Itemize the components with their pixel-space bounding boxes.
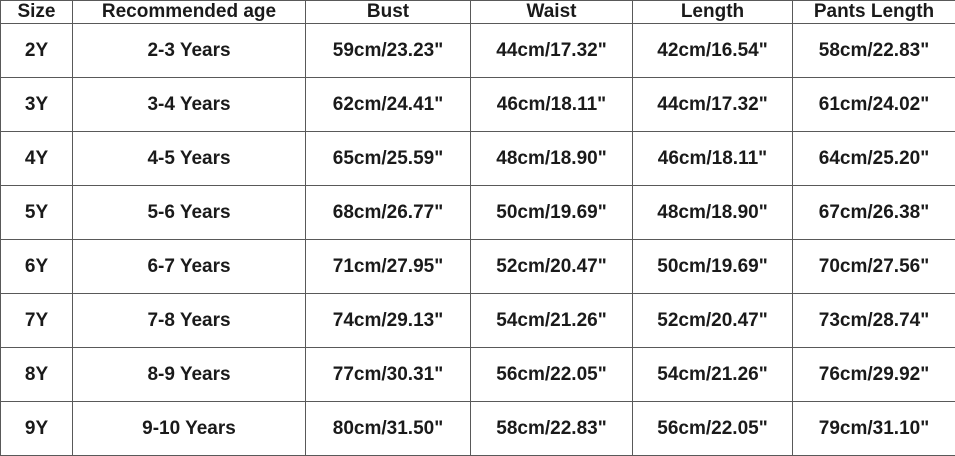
cell-size: 8Y xyxy=(1,348,73,402)
cell-size: 3Y xyxy=(1,78,73,132)
cell-age: 5-6 Years xyxy=(73,186,306,240)
cell-waist: 48cm/18.90" xyxy=(471,132,633,186)
table-row xyxy=(1,294,955,348)
cell-waist: 46cm/18.11" xyxy=(471,78,633,132)
cell-bust: 59cm/23.23" xyxy=(306,24,471,78)
column-header-age: Recommended age xyxy=(73,1,306,24)
cell-age: 4-5 Years xyxy=(73,132,306,186)
cell-size: 5Y xyxy=(1,186,73,240)
cell-length: 46cm/18.11" xyxy=(633,132,793,186)
column-header-bust: Bust xyxy=(306,1,471,24)
table-row xyxy=(1,132,955,186)
cell-pants-length: 70cm/27.56" xyxy=(793,240,955,294)
cell-age: 7-8 Years xyxy=(73,294,306,348)
column-header-length: Length xyxy=(633,1,793,24)
column-header-size: Size xyxy=(1,1,73,24)
cell-length: 54cm/21.26" xyxy=(633,348,793,402)
table-header xyxy=(1,1,955,24)
table-row xyxy=(1,24,955,78)
cell-size: 2Y xyxy=(1,24,73,78)
cell-bust: 68cm/26.77" xyxy=(306,186,471,240)
cell-size: 4Y xyxy=(1,132,73,186)
table-row xyxy=(1,240,955,294)
cell-waist: 50cm/19.69" xyxy=(471,186,633,240)
cell-bust: 65cm/25.59" xyxy=(306,132,471,186)
cell-waist: 54cm/21.26" xyxy=(471,294,633,348)
cell-size: 9Y xyxy=(1,402,73,456)
cell-waist: 52cm/20.47" xyxy=(471,240,633,294)
cell-size: 7Y xyxy=(1,294,73,348)
cell-age: 8-9 Years xyxy=(73,348,306,402)
cell-pants-length: 73cm/28.74" xyxy=(793,294,955,348)
cell-size: 6Y xyxy=(1,240,73,294)
cell-age: 2-3 Years xyxy=(73,24,306,78)
cell-pants-length: 79cm/31.10" xyxy=(793,402,955,456)
cell-age: 3-4 Years xyxy=(73,78,306,132)
cell-length: 48cm/18.90" xyxy=(633,186,793,240)
cell-bust: 74cm/29.13" xyxy=(306,294,471,348)
cell-bust: 80cm/31.50" xyxy=(306,402,471,456)
cell-pants-length: 58cm/22.83" xyxy=(793,24,955,78)
table-header-row xyxy=(1,1,955,24)
cell-length: 44cm/17.32" xyxy=(633,78,793,132)
table-row xyxy=(1,348,955,402)
cell-waist: 56cm/22.05" xyxy=(471,348,633,402)
cell-age: 6-7 Years xyxy=(73,240,306,294)
cell-bust: 71cm/27.95" xyxy=(306,240,471,294)
column-header-pants-length: Pants Length xyxy=(793,1,955,24)
cell-pants-length: 64cm/25.20" xyxy=(793,132,955,186)
table-row xyxy=(1,186,955,240)
cell-length: 42cm/16.54" xyxy=(633,24,793,78)
table-body xyxy=(1,24,955,456)
cell-waist: 58cm/22.83" xyxy=(471,402,633,456)
cell-bust: 62cm/24.41" xyxy=(306,78,471,132)
cell-pants-length: 61cm/24.02" xyxy=(793,78,955,132)
column-header-waist: Waist xyxy=(471,1,633,24)
cell-pants-length: 67cm/26.38" xyxy=(793,186,955,240)
cell-waist: 44cm/17.32" xyxy=(471,24,633,78)
cell-pants-length: 76cm/29.92" xyxy=(793,348,955,402)
cell-length: 56cm/22.05" xyxy=(633,402,793,456)
cell-bust: 77cm/30.31" xyxy=(306,348,471,402)
cell-length: 52cm/20.47" xyxy=(633,294,793,348)
cell-length: 50cm/19.69" xyxy=(633,240,793,294)
table-row xyxy=(1,78,955,132)
table-row xyxy=(1,402,955,456)
cell-age: 9-10 Years xyxy=(73,402,306,456)
